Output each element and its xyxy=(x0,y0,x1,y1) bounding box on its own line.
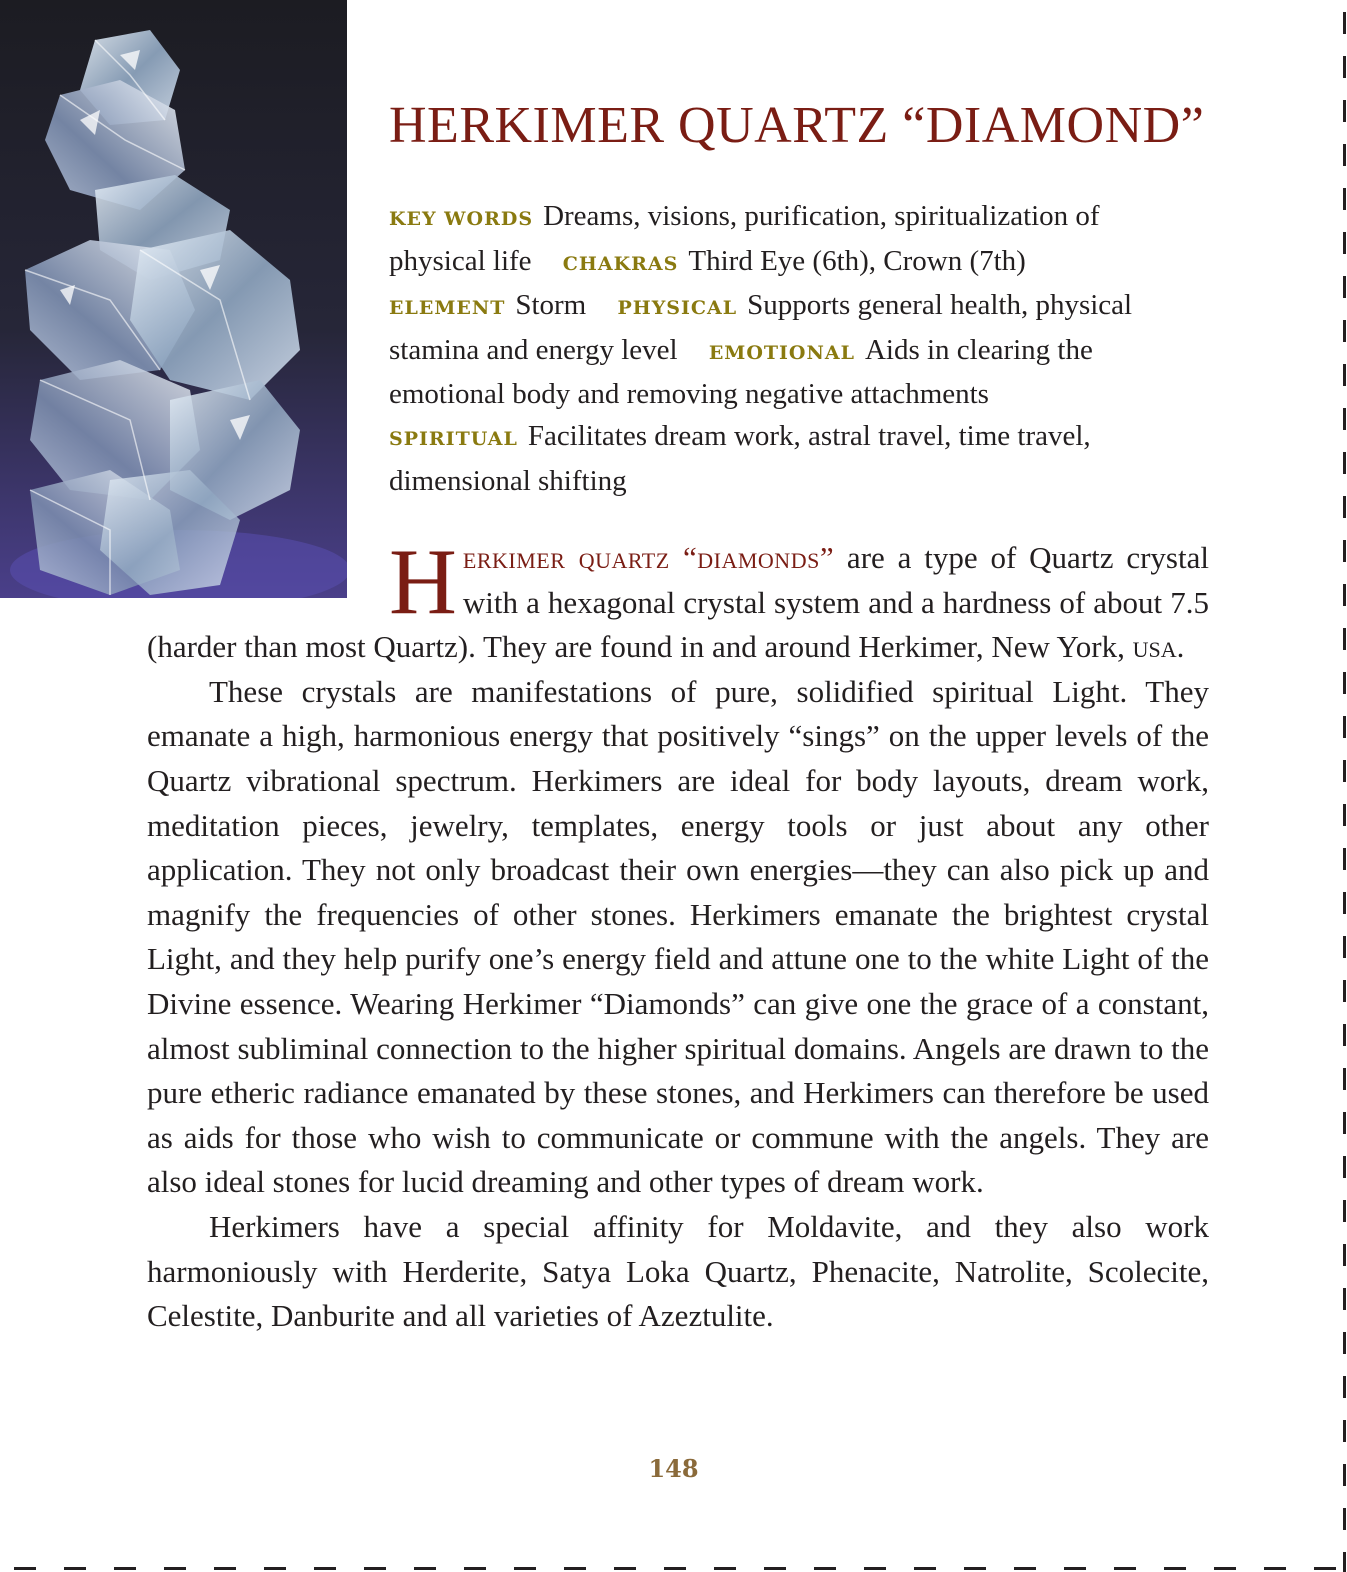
physical-value: Supports general health, physical stamina and energy level xyxy=(389,289,1133,366)
body-text xyxy=(147,530,1209,1339)
herkimer-crystal-image xyxy=(0,0,347,598)
page-title: HERKIMER QUARTZ “DIAMOND” xyxy=(389,97,1205,154)
properties-block xyxy=(389,196,1201,502)
crystal-photo xyxy=(0,0,347,598)
element-label: ELEMENT xyxy=(389,297,506,320)
right-edge-marks xyxy=(1337,0,1347,1572)
paragraph-3: Herkimers have a special affinity for Moldavite, and they also work harmoniously with Herderite, Satya Loka Quartz, Phenacite, Natrolite, Scolecite, Celestite, Danburite and all varieties of Azeztulite. xyxy=(147,1208,1209,1334)
spiritual-label: SPIRITUAL xyxy=(389,427,518,450)
usa-abbrev: usa xyxy=(1132,629,1177,665)
key-words-label: KEY WORDS xyxy=(389,208,534,230)
paragraph-2: These crystals are manifestations of pure, solidified spiritual Light. They emanate a high, harmonious energy that positively “sings” on the upper levels of the Quartz vibrational spectrum. Herkimers are ideal for body layouts, dream work, meditation pieces, jewelry, templates, energy tools or just about any other application. They not only broadcast their own energies—they can also pick up and magnify the frequencies of other stones. Herkimers emanate the brightest crystal Light, and they help purify one’s energy field and attune one to the white Light of the Divine essence. Wearing Herkimer “Diamonds” can give one the grace of a constant, almost subliminal connection to the higher spiritual domains. Angels are drawn to the pure etheric radiance emanated by these stones, and Herkimers can therefore be used as aids for those who wish to communicate or commune with the angels. They are also ideal stones for lucid dreaming and other types of dream work. xyxy=(147,673,1209,1200)
lead-in: erkimer quartz “diamonds” xyxy=(462,540,835,575)
spiritual-value: Facilitates dream work, astral travel, time travel, dimensional shifting xyxy=(389,419,1091,497)
emotional-label: EMOTIONAL xyxy=(708,341,855,364)
bottom-edge-marks xyxy=(0,1562,1347,1572)
physical-label: PHYSICAL xyxy=(617,297,738,320)
key-words-value: Dreams, visions, purification, spiritualization of physical life xyxy=(389,200,1100,277)
page-number: 148 xyxy=(648,1454,699,1483)
paragraph-1-end: . xyxy=(1176,629,1185,665)
drop-cap: H xyxy=(389,530,457,634)
paragraph-1-text: are a type of Quartz crystal with a hexagonal crystal system and a hardness of about 7.5 (harder than most Quartz). They are found in and around Herkimer, New York, xyxy=(147,540,1209,665)
chakras-label: CHAKRAS xyxy=(562,252,679,275)
element-value: Storm xyxy=(515,289,587,322)
chakras-value: Third Eye (6th), Crown (7th) xyxy=(688,244,1026,277)
emotional-value: Aids in clearing the emotional body and removing negative attachments xyxy=(389,333,1093,411)
